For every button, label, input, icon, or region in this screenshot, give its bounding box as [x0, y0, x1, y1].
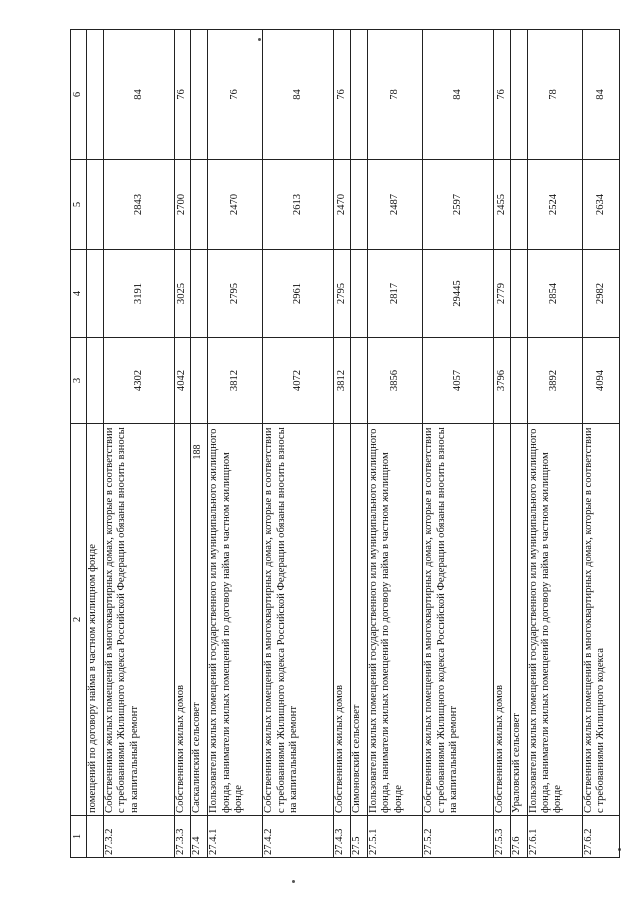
value-cell-4	[87, 250, 104, 338]
value-cell-4: 2982	[582, 250, 619, 338]
scan-speck	[292, 880, 295, 883]
table-row	[367, 30, 422, 858]
header-cell: 6	[71, 30, 87, 160]
value-cell-6: 78	[367, 30, 422, 160]
row-text-cell: Пользователи жилых помещений государственного или муниципального жилищного фонда, наниматели жилых помещений по договору найма в частном жилищном фонде	[527, 424, 582, 816]
value-cell-3: 4302	[103, 338, 174, 424]
value-cell-4: 2795	[334, 250, 351, 338]
value-cell-4: 29445	[423, 250, 494, 338]
value-cell-5: 2487	[367, 160, 422, 250]
row-code-cell: 27.6.2	[582, 816, 619, 858]
table-row	[174, 30, 191, 858]
row-text-cell: Собственники жилых помещений в многоквартирных домах, которые в соответствии с требованиями Жилищного кодекса	[582, 424, 619, 816]
value-cell-3: 4072	[263, 338, 334, 424]
table-row	[351, 30, 368, 858]
row-code-cell: 27.4.3	[334, 816, 351, 858]
row-text-cell: Собственники жилых помещений в многоквартирных домах, которые в соответствии с требованиями Жилищного кодекса Российской Федерации обязаны вносить взносы на капитальный ремонт	[103, 424, 174, 816]
value-cell-5: 2613	[263, 160, 334, 250]
table-row	[510, 30, 527, 858]
table-row	[334, 30, 351, 858]
value-cell-5: 2597	[423, 160, 494, 250]
row-text-cell: Собственники жилых домов	[174, 424, 191, 816]
row-text-cell: Ураловский сельсовет	[510, 424, 527, 816]
table-row	[423, 30, 494, 858]
table-container	[70, 30, 620, 858]
value-cell-5	[351, 160, 368, 250]
value-cell-6	[191, 30, 208, 160]
table-row	[493, 30, 510, 858]
value-cell-4: 2779	[493, 250, 510, 338]
row-text-cell: Собственники жилых домов	[493, 424, 510, 816]
row-code-cell: 27.5.3	[493, 816, 510, 858]
value-cell-5	[510, 160, 527, 250]
value-cell-3: 3812	[208, 338, 263, 424]
header-cell: 5	[71, 160, 87, 250]
value-cell-5	[87, 160, 104, 250]
value-cell-5: 2470	[334, 160, 351, 250]
row-code-cell: 27.5.2	[423, 816, 494, 858]
value-cell-5: 2470	[208, 160, 263, 250]
value-cell-6: 78	[527, 30, 582, 160]
value-cell-6: 84	[103, 30, 174, 160]
value-cell-3	[351, 338, 368, 424]
value-cell-5	[191, 160, 208, 250]
row-code-cell	[87, 816, 104, 858]
header-cell: 2	[71, 424, 87, 816]
row-text-cell: Пользователи жилых помещений государственного или муниципального жилищного фонда, наниматели жилых помещений по договору найма в частном жилищном фонде	[208, 424, 263, 816]
value-cell-4: 3191	[103, 250, 174, 338]
value-cell-6: 84	[582, 30, 619, 160]
value-cell-6: 76	[174, 30, 191, 160]
value-cell-4	[191, 250, 208, 338]
row-code-cell: 27.3.2	[103, 816, 174, 858]
header-cell: 3	[71, 338, 87, 424]
value-cell-3: 3856	[367, 338, 422, 424]
value-cell-4: 2817	[367, 250, 422, 338]
row-text-cell: Саскалинский сельсовет	[191, 424, 208, 816]
value-cell-3: 3892	[527, 338, 582, 424]
value-cell-6: 84	[263, 30, 334, 160]
row-text-cell: Собственники жилых помещений в многоквартирных домах, которые в соответствии с требованиями Жилищного кодекса Российской Федерации обязаны вносить взносы на капитальный ремонт	[423, 424, 494, 816]
value-cell-6: 76	[493, 30, 510, 160]
value-cell-4: 2961	[263, 250, 334, 338]
row-text-cell: Пользователи жилых помещений государственного или муниципального жилищного фонда, наниматели жилых помещений по договору найма в частном жилищном фонде	[367, 424, 422, 816]
value-cell-4: 2854	[527, 250, 582, 338]
header-row	[71, 30, 87, 858]
row-text-cell: Собственники жилых помещений в многоквартирных домах, которые в соответствии с требованиями Жилищного кодекса Российской Федерации обязаны вносить взносы на капитальный ремонт	[263, 424, 334, 816]
value-cell-5: 2843	[103, 160, 174, 250]
table-row	[527, 30, 582, 858]
table-row	[191, 30, 208, 858]
value-cell-6	[87, 30, 104, 160]
value-cell-6	[510, 30, 527, 160]
value-cell-4	[351, 250, 368, 338]
header-cell: 4	[71, 250, 87, 338]
row-code-cell: 27.5	[351, 816, 368, 858]
row-code-cell: 27.4.1	[208, 816, 263, 858]
table-row	[103, 30, 174, 858]
row-code-cell: 27.4	[191, 816, 208, 858]
value-cell-5: 2524	[527, 160, 582, 250]
value-cell-3: 4057	[423, 338, 494, 424]
value-cell-5: 2700	[174, 160, 191, 250]
value-cell-3	[87, 338, 104, 424]
value-cell-3	[510, 338, 527, 424]
header-cell: 1	[71, 816, 87, 858]
row-text-cell: Симоновский сельсовет	[351, 424, 368, 816]
value-cell-3: 4094	[582, 338, 619, 424]
value-cell-6	[351, 30, 368, 160]
value-cell-3: 4042	[174, 338, 191, 424]
value-cell-4: 3025	[174, 250, 191, 338]
value-cell-5: 2634	[582, 160, 619, 250]
tariff-table	[70, 29, 620, 858]
row-code-cell: 27.6	[510, 816, 527, 858]
value-cell-3: 3812	[334, 338, 351, 424]
row-text-cell: Собственники жилых домов	[334, 424, 351, 816]
table-row	[87, 30, 104, 858]
row-code-cell: 27.4.2	[263, 816, 334, 858]
table-row	[263, 30, 334, 858]
row-code-cell: 27.5.1	[367, 816, 422, 858]
row-code-cell: 27.6.1	[527, 816, 582, 858]
table-row	[208, 30, 263, 858]
row-code-cell: 27.3.3	[174, 816, 191, 858]
table-row	[582, 30, 619, 858]
value-cell-5: 2455	[493, 160, 510, 250]
value-cell-6: 76	[334, 30, 351, 160]
value-cell-4: 2795	[208, 250, 263, 338]
value-cell-3: 3796	[493, 338, 510, 424]
value-cell-4	[510, 250, 527, 338]
value-cell-6: 84	[423, 30, 494, 160]
page-number: 188	[192, 444, 203, 460]
row-text-cell: помещений по договору найма в частном жилищном фонде	[87, 424, 104, 816]
value-cell-6: 76	[208, 30, 263, 160]
value-cell-3	[191, 338, 208, 424]
